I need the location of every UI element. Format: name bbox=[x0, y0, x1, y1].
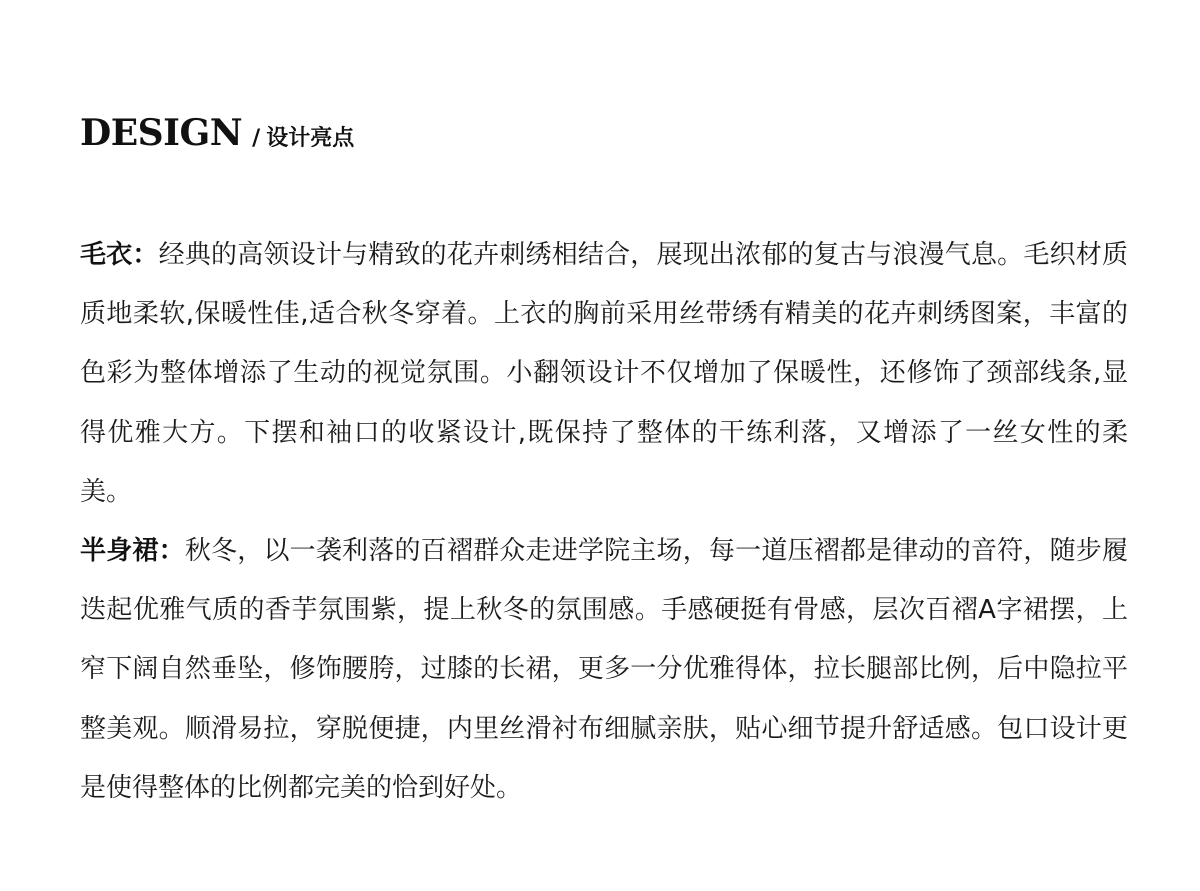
heading-separator: / bbox=[252, 126, 261, 151]
skirt-text: 秋冬，以一袭利落的百褶群众走进学院主场，每一道压褶都是律动的音符，随步履迭起优雅气质的香芋氛围紫，提上秋冬的氛围感。手感硬挺有骨感，层次百褶A字裙摆，上窄下阔自然垂坠，修饰腰胯，过膝的长裙，更多一分优雅得体，拉长腿部比例，后中隐拉平整美观。顺滑易拉，穿脱便捷，内里丝滑衬布细腻亲肤，贴心细节提升舒适感。包口设计更是使得整体的比例都完美的恰到好处。 bbox=[80, 536, 1128, 803]
sweater-text: 经典的高领设计与精致的花卉刺绣相结合，展现出浓郁的复古与浪漫气息。毛织材质质地柔软,保暖性佳,适合秋冬穿着。上衣的胸前采用丝带绣有精美的花卉刺绣图案，丰富的色彩为整体增添了生动的视觉氛围。小翻领设计不仅增加了保暖性，还修饰了颈部线条,显得优雅大方。下摆和袖口的收紧设计,既保持了整体的干练利落，又增添了一丝女性的柔美。 bbox=[80, 240, 1128, 507]
description-body bbox=[80, 226, 1128, 818]
heading-design: DESIGN bbox=[80, 112, 243, 154]
sweater-paragraph bbox=[80, 226, 1128, 522]
skirt-label: 半身裙： bbox=[80, 536, 185, 567]
section-heading bbox=[80, 112, 354, 162]
design-highlights-page bbox=[80, 0, 1130, 891]
skirt-paragraph bbox=[80, 522, 1128, 818]
heading-subtitle: 设计亮点 bbox=[266, 126, 355, 151]
sweater-label: 毛衣： bbox=[80, 240, 159, 270]
